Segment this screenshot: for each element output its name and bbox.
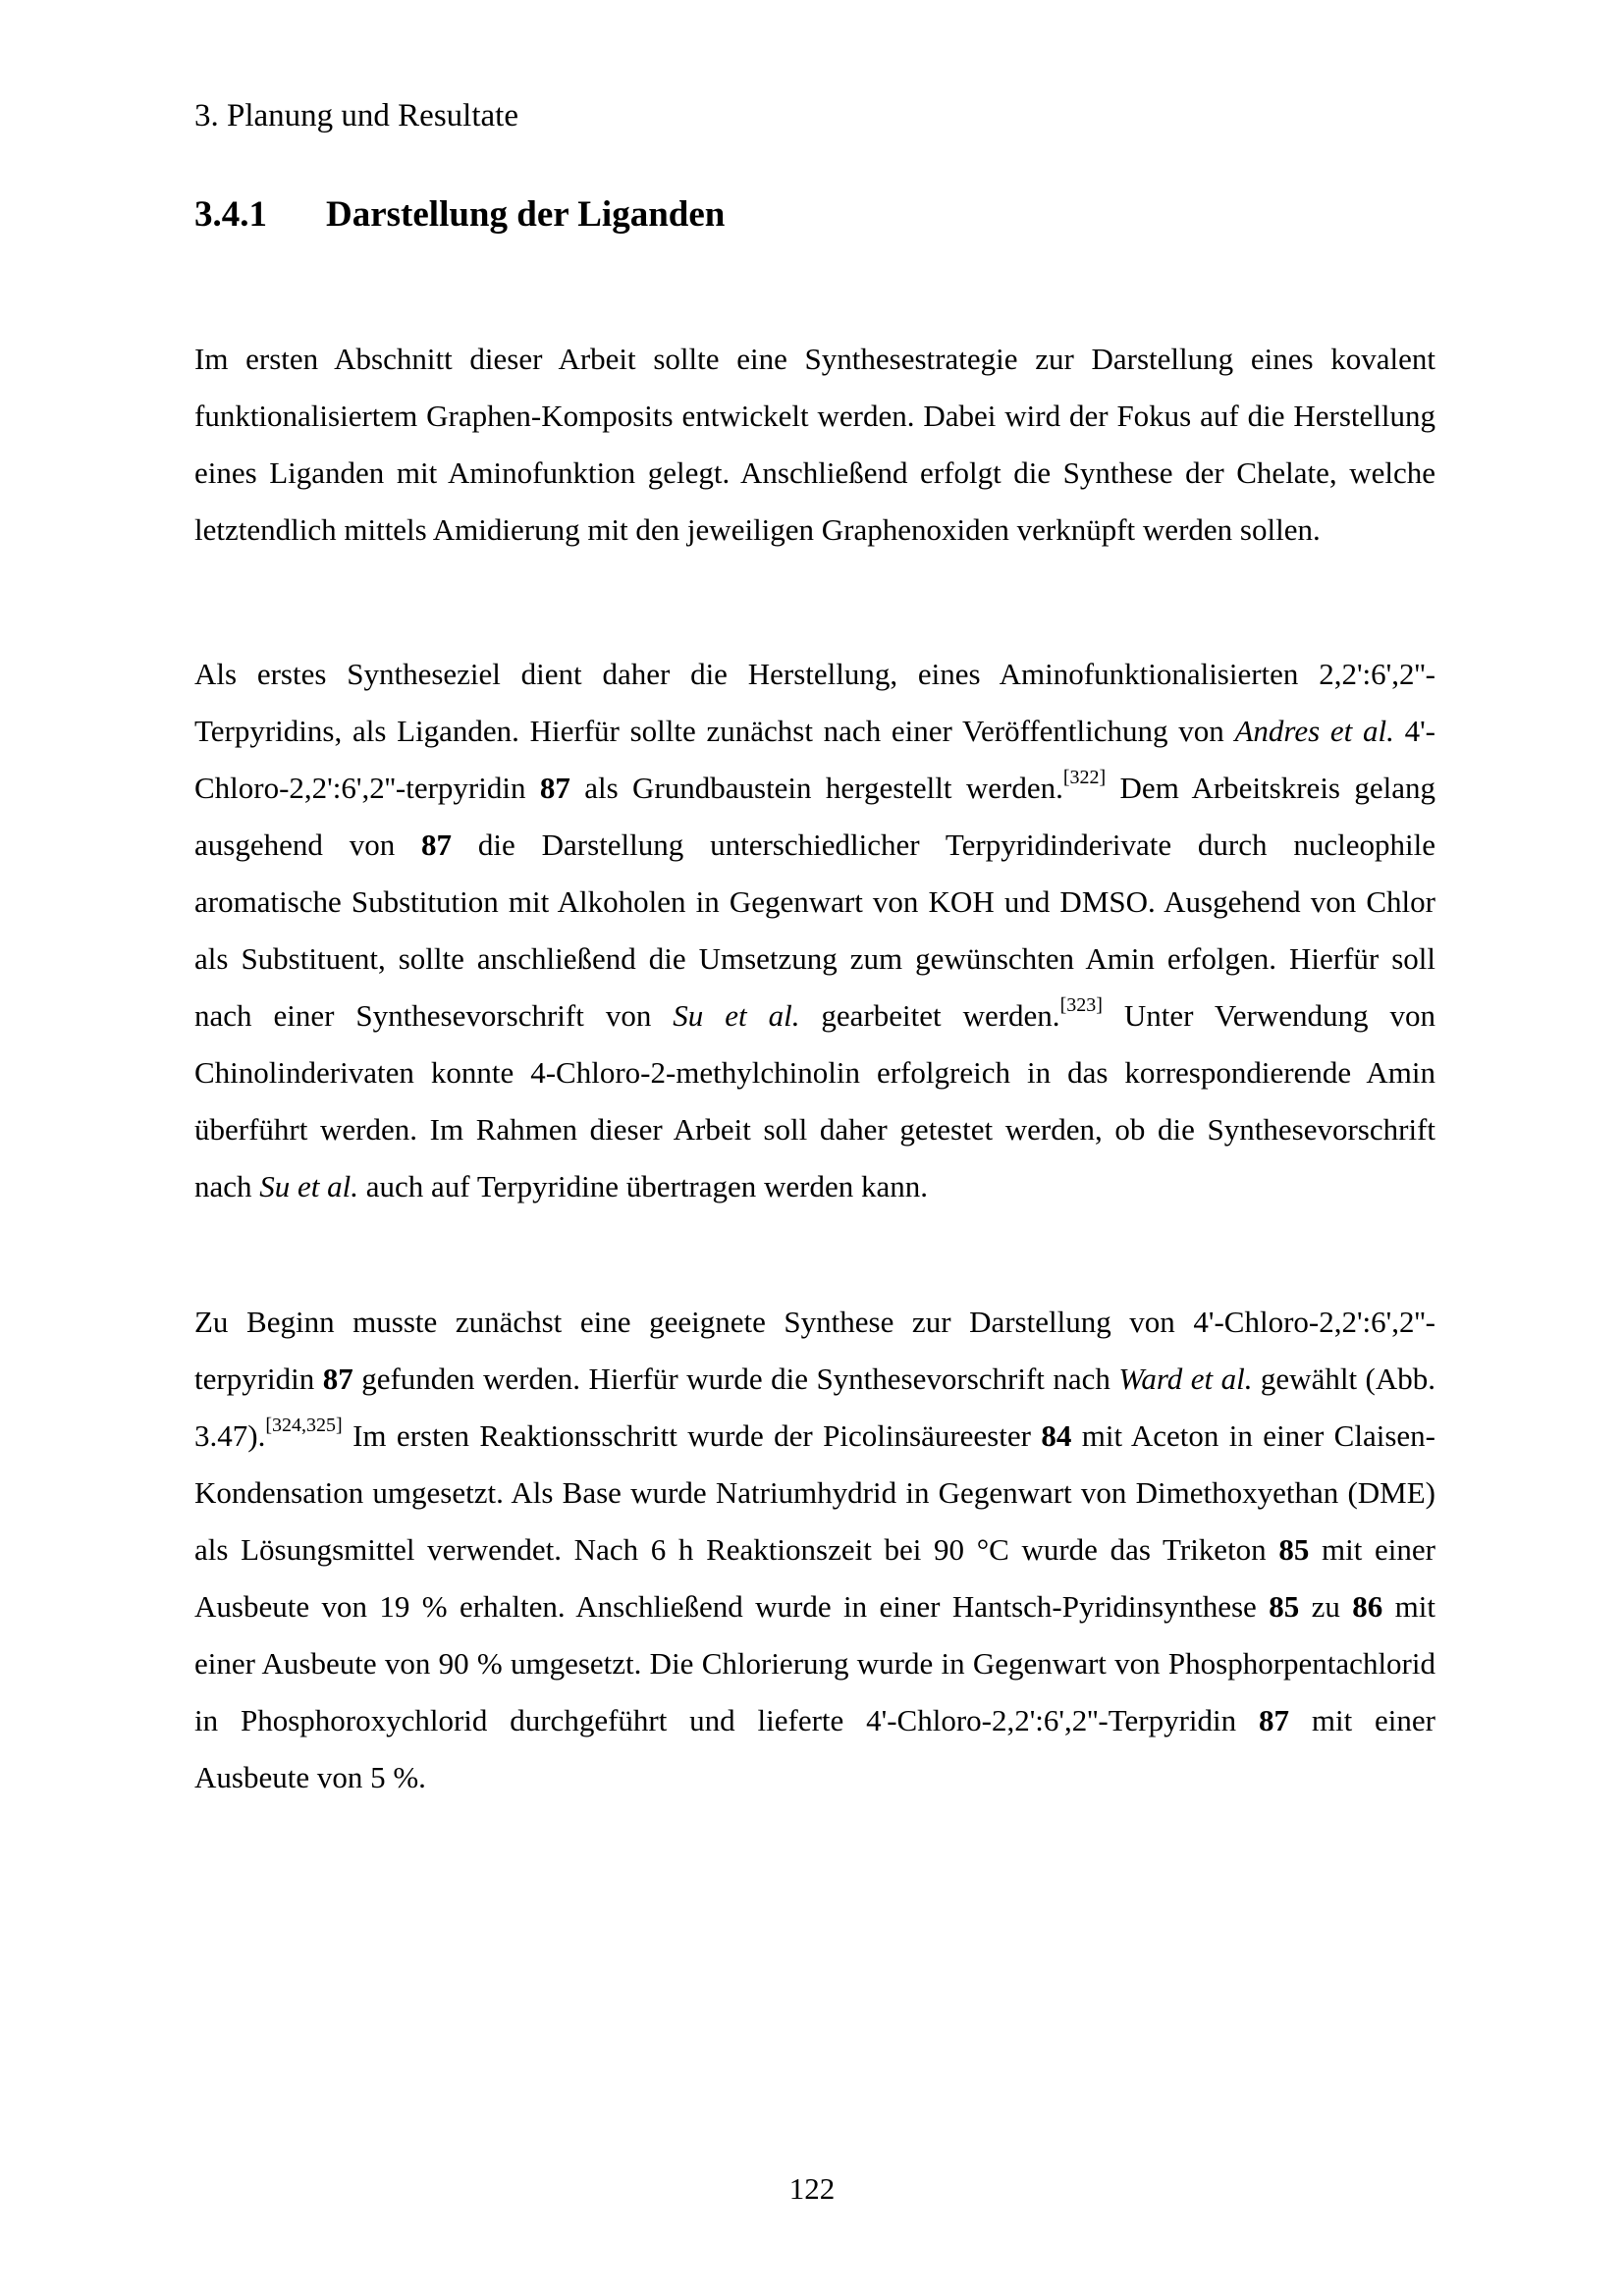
text-run: gearbeitet werden. — [799, 998, 1060, 1033]
author-reference: Su et al. — [673, 998, 800, 1033]
compound-number: 85 — [1278, 1532, 1310, 1567]
text-run: mit einer Ausbeute von 19 % erhalten. Anschließend wurde in einer Hantsch-Pyridinsynthese — [194, 1532, 1435, 1624]
text-run: auch auf Terpyridine übertragen werden kann. — [358, 1169, 929, 1203]
compound-number: 86 — [1352, 1589, 1383, 1624]
text-run: die Darstellung unterschiedlicher Terpyridinderivate durch nucleophile aromatische Substitution mit Alkoholen in Gegenwart von KOH und DMSO. Ausgehend von Chlor als Substituent, sollte anschließend die Umsetzung zum gewünschten Amin erfolgen. Hierfür soll nach einer Synthesevorschrift von — [194, 828, 1435, 1033]
section-title-text: Darstellung der Liganden — [326, 194, 726, 235]
text-run: Im ersten Reaktionsschritt wurde der Picolinsäureester — [342, 1418, 1042, 1453]
author-reference: Su et al. — [259, 1169, 359, 1203]
text-run: zu — [1299, 1589, 1353, 1624]
text-run: mit Aceton in einer Claisen-Kondensation umgesetzt. Als Base wurde Natriumhydrid in Gegenwart von Dimethoxyethan (DME) als Lösungsmittel verwendet. Nach 6 h Reaktionszeit bei 90 °C wurde das Triketon — [194, 1418, 1435, 1567]
author-reference: Andres et al. — [1234, 714, 1394, 748]
compound-number: 87 — [322, 1362, 353, 1396]
section-heading — [194, 192, 725, 238]
citation: [322] — [1062, 767, 1107, 788]
text-run: Unter Verwendung von Chinolinderivaten konnte 4-Chloro-2-methylchinolin erfolgreich in das korrespondierende Amin überführt werden. Im Rahmen dieser Arbeit soll daher getestet werden, ob die Synthesevorschrift nach — [194, 998, 1435, 1203]
text-run: Zu Beginn musste zunächst eine geeignete Synthese zur Darstellung von 4'-Chloro-2,2':6',2''-terpyridin — [194, 1305, 1435, 1396]
compound-number: 87 — [539, 771, 570, 805]
text-run: als Grundbaustein hergestellt werden. — [569, 771, 1063, 805]
citation: [324,325] — [265, 1415, 343, 1436]
paragraph-3 — [194, 1294, 1435, 1806]
compound-number: 85 — [1269, 1589, 1300, 1624]
text-run: gewählt (Abb. 3.47). — [194, 1362, 1435, 1453]
text-run: Als erstes Syntheseziel dient daher die Herstellung, eines Aminofunktionalisierten 2,2':6',2''-Terpyridins, als Liganden. Hierfür sollte zunächst nach einer Veröffentlichung von — [194, 657, 1435, 748]
running-head: 3. Planung und Resultate — [194, 98, 518, 133]
text-run: 4'-Chloro-2,2':6',2''-terpyridin — [194, 714, 1435, 805]
paragraph-2 — [194, 646, 1435, 1215]
paragraph-1: Im ersten Abschnitt dieser Arbeit sollte eine Synthesestrategie zur Darstellung eines kovalent funktionalisiertem Graphen-Komposits entwickelt werden. Dabei wird der Fokus auf die Herstellung eines Liganden mit Aminofunktion gelegt. Anschließend erfolgt die Synthese der Chelate, welche letztendlich mittels Amidierung mit den jeweiligen Graphenoxiden verknüpft werden sollen. — [194, 342, 1435, 547]
text-run: mit einer Ausbeute von 5 %. — [194, 1703, 1435, 1794]
author-reference: Ward et al. — [1118, 1362, 1253, 1396]
compound-number: 84 — [1041, 1418, 1072, 1453]
page-number: 122 — [788, 2171, 836, 2206]
citation: [323] — [1059, 994, 1103, 1016]
text-run: gefunden werden. Hierfür wurde die Synthesevorschrift nach — [352, 1362, 1119, 1396]
compound-number: 87 — [421, 828, 453, 862]
compound-number: 87 — [1259, 1703, 1290, 1737]
text-run: mit einer Ausbeute von 90 % umgesetzt. Die Chlorierung wurde in Gegenwart von Phosphorpentachlorid in Phosphoroxychlorid durchgeführt und lieferte 4'-Chloro-2,2':6',2''-Terpyridin — [194, 1589, 1436, 1737]
text-run: Dem Arbeitskreis gelang ausgehend von — [194, 771, 1435, 862]
section-number: 3.4.1 — [194, 194, 267, 235]
